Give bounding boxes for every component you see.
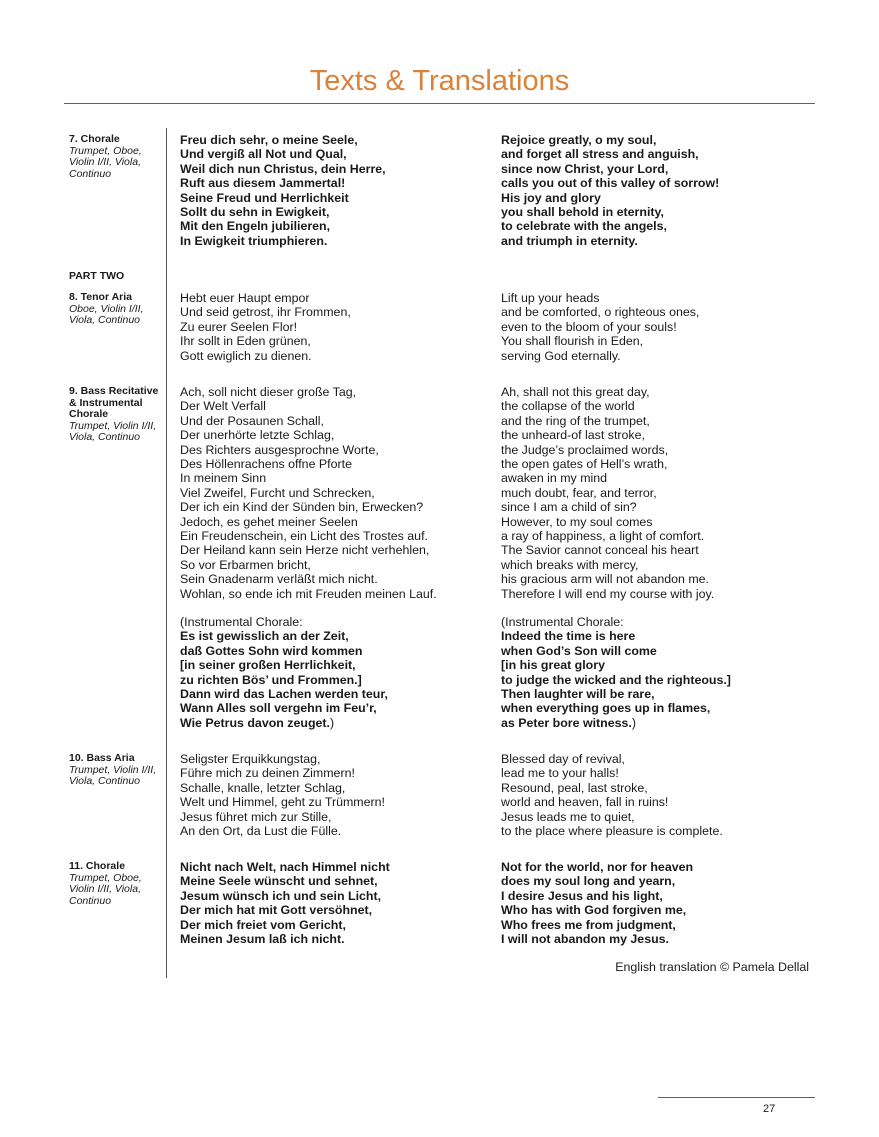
- title-divider: [64, 103, 815, 104]
- text-line: Jesus führet mich zur Stille,: [180, 809, 332, 824]
- text-line: Blessed day of revival,: [501, 752, 625, 766]
- text-line: In meinem Sinn: [180, 471, 267, 486]
- text-line: Sollt du sehn in Ewigkeit,: [180, 205, 330, 220]
- movement-instruments: Trumpet, Violin I/II, Viola, Continuo: [69, 419, 157, 443]
- text-line: Meine Seele wünscht und sehnet,: [180, 874, 378, 889]
- text-line: Jedoch, es gehet meiner Seelen: [180, 514, 358, 529]
- text-line: Gott ewiglich zu dienen.: [180, 348, 312, 363]
- text-line: his gracious arm will not abandon me.: [501, 572, 709, 587]
- text-line: and be comforted, o righteous ones,: [501, 305, 700, 320]
- movement-instruments: Oboe, Violin I/II, Viola, Continuo: [69, 302, 144, 326]
- text-line: His joy and glory: [501, 190, 601, 205]
- text-line: Jesus leads me to quiet,: [501, 809, 635, 824]
- text-line: even to the bloom of your souls!: [501, 319, 677, 334]
- text-line: zu richten Bös’ und Frommen.]: [180, 672, 362, 687]
- text-line: Jesum wünsch ich und sein Licht,: [180, 888, 382, 903]
- text-line: Der Heiland kann sein Herze nicht verhehlen,: [180, 543, 430, 558]
- text-line: Not for the world, nor for heaven: [501, 860, 694, 874]
- text-line: Wohlan, so ende ich mit Freuden meinen Lauf.: [180, 586, 437, 601]
- movement-number: 11. Chorale: [69, 860, 126, 872]
- text-line: Rejoice greatly, o my soul,: [501, 133, 657, 147]
- column-divider: [166, 128, 167, 978]
- movement-number: 7. Chorale: [69, 133, 120, 145]
- text-line: Ach, soll nicht dieser große Tag,: [180, 385, 357, 399]
- text-line: Und seid getrost, ihr Frommen,: [180, 305, 351, 320]
- english-text-9: [501, 385, 831, 601]
- text-line: Ruft aus diesem Jammertal!: [180, 176, 346, 191]
- section-label-11: [69, 861, 163, 907]
- text-line: Welt und Himmel, geht zu Trümmern!: [180, 795, 385, 810]
- text-line: Sein Gnadenarm verläßt mich nicht.: [180, 572, 378, 587]
- page-number: 27: [763, 1103, 776, 1115]
- footer-divider: [658, 1097, 815, 1098]
- translation-credit: English translation © Pamela Dellal: [615, 960, 809, 974]
- chorale-intro: (Instrumental Chorale:: [501, 615, 624, 629]
- text-line: Lift up your heads: [501, 291, 600, 305]
- text-line: and triumph in eternity.: [501, 233, 638, 248]
- movement-number: 9. Bass Recitative & Instrumental Chorale: [69, 385, 159, 420]
- text-line: Der Welt Verfall: [180, 399, 266, 414]
- german-text-8: [180, 291, 495, 363]
- movement-instruments: Trumpet, Oboe, Violin I/II, Viola, Continuo: [69, 144, 142, 180]
- movement-number: 10. Bass Aria: [69, 752, 135, 764]
- text-line: Der mich hat mit Gott versöhnet,: [180, 903, 373, 918]
- text-line: Viel Zweifel, Furcht und Schrecken,: [180, 485, 375, 500]
- text-line: when everything goes up in flames,: [501, 701, 711, 716]
- text-line: lead me to your halls!: [501, 766, 619, 781]
- text-line: [in seiner großen Herrlichkeit,: [180, 658, 356, 673]
- text-line: daß Gottes Sohn wird kommen: [180, 643, 363, 658]
- section-label-9: [69, 386, 163, 444]
- text-line: which breaks with mercy,: [501, 557, 639, 572]
- text-line: the Judge’s proclaimed words,: [501, 442, 669, 457]
- chorale-lines: [501, 629, 831, 730]
- text-line: Es ist gewisslich an der Zeit,: [180, 629, 349, 644]
- text-line: Indeed the time is here: [501, 629, 636, 644]
- text-line: and forget all stress and anguish,: [501, 147, 699, 162]
- text-line: Dann wird das Lachen werden teur,: [180, 687, 388, 702]
- text-line: Meinen Jesum laß ich nicht.: [180, 932, 345, 947]
- text-line: Der unerhörte letzte Schlag,: [180, 428, 335, 443]
- text-line: However, to my soul comes: [501, 514, 653, 529]
- text-line: Und der Posaunen Schall,: [180, 413, 324, 428]
- english-text-10: [501, 752, 831, 838]
- text-line: Who has with God forgiven me,: [501, 903, 687, 918]
- text-line: to judge the wicked and the righteous.]: [501, 672, 731, 687]
- text-line: Führe mich zu deinen Zimmern!: [180, 766, 355, 781]
- text-line: since I am a child of sin?: [501, 500, 637, 515]
- text-line: and the ring of the trumpet,: [501, 413, 650, 428]
- text-line: An den Ort, da Lust die Fülle.: [180, 824, 342, 839]
- text-line: the unheard-of last stroke,: [501, 428, 645, 443]
- text-line: I desire Jesus and his light,: [501, 888, 663, 903]
- text-line: Mit den Engeln jubilieren,: [180, 219, 331, 234]
- text-line: Des Richters ausgesprochne Worte,: [180, 442, 379, 457]
- text-line: awaken in my mind: [501, 471, 608, 486]
- chorale-lines: [180, 629, 495, 730]
- text-line: Seine Freud und Herrlichkeit: [180, 190, 349, 205]
- german-text-7: [180, 133, 495, 248]
- text-line: Who frees me from judgment,: [501, 917, 676, 932]
- text-line: Resound, peal, last stroke,: [501, 780, 648, 795]
- section-label-8: [69, 292, 163, 327]
- section-label-7: [69, 134, 163, 180]
- movement-instruments: Trumpet, Oboe, Violin I/II, Viola, Continuo: [69, 871, 142, 907]
- text-line: since now Christ, your Lord,: [501, 161, 669, 176]
- text-line: when God’s Son will come: [501, 643, 657, 658]
- part-heading: PART TWO: [69, 270, 125, 282]
- text-line: Der mich freiet vom Gericht,: [180, 917, 346, 932]
- text-line: Schalle, knalle, letzter Schlag,: [180, 780, 346, 795]
- text-line: Wie Petrus davon zeuget.: [180, 715, 330, 730]
- page-title: Texts & Translations: [309, 65, 570, 97]
- text-line: Freu dich sehr, o meine Seele,: [180, 133, 358, 147]
- text-line: Ihr sollt in Eden grünen,: [180, 334, 311, 349]
- text-line: calls you out of this valley of sorrow!: [501, 176, 720, 191]
- text-line: serving God eternally.: [501, 348, 621, 363]
- text-line: The Savior cannot conceal his heart: [501, 543, 699, 558]
- text-line: the collapse of the world: [501, 399, 635, 414]
- text-line: Ah, shall not this great day,: [501, 385, 650, 399]
- text-line: you shall behold in eternity,: [501, 205, 664, 220]
- text-line: Seligster Erquikkungstag,: [180, 752, 321, 766]
- text-line: as Peter bore witness.: [501, 715, 632, 730]
- text-line: to celebrate with the angels,: [501, 219, 667, 234]
- text-line: a ray of happiness, a light of comfort.: [501, 529, 705, 544]
- text-line: Nicht nach Welt, nach Himmel nicht: [180, 860, 390, 874]
- text-line: world and heaven, fall in ruins!: [501, 795, 669, 810]
- text-line: So vor Erbarmen bricht,: [180, 557, 311, 572]
- english-text-7: [501, 133, 831, 248]
- english-text-8: [501, 291, 831, 363]
- text-line: In Ewigkeit triumphieren.: [180, 233, 328, 248]
- english-chorale-9: [501, 615, 831, 730]
- german-text-10: [180, 752, 495, 838]
- german-text-9: [180, 385, 495, 601]
- closing-paren: ): [329, 715, 335, 730]
- text-line: to the place where pleasure is complete.: [501, 824, 723, 839]
- text-line: You shall flourish in Eden,: [501, 334, 644, 349]
- text-line: Therefore I will end my course with joy.: [501, 586, 715, 601]
- closing-paren: ): [631, 715, 636, 730]
- text-line: I will not abandon my Jesus.: [501, 932, 669, 947]
- german-chorale-9: [180, 615, 495, 730]
- text-line: much doubt, fear, and terror,: [501, 485, 657, 500]
- text-line: the open gates of Hell’s wrath,: [501, 457, 668, 472]
- text-line: Ein Freudenschein, ein Licht des Trostes auf.: [180, 529, 428, 544]
- text-line: Then laughter will be rare,: [501, 687, 655, 702]
- text-line: Der ich ein Kind der Sünden bin, Erwecken?: [180, 500, 424, 515]
- text-line: Hebt euer Haupt empor: [180, 291, 310, 305]
- text-line: Des Höllenrachens offne Pforte: [180, 457, 352, 472]
- text-line: [in his great glory: [501, 658, 605, 673]
- text-line: Zu eurer Seelen Flor!: [180, 319, 298, 334]
- chorale-intro: (Instrumental Chorale:: [180, 615, 303, 629]
- text-line: Weil dich nun Christus, dein Herre,: [180, 161, 386, 176]
- movement-instruments: Trumpet, Violin I/II, Viola, Continuo: [69, 763, 157, 787]
- movement-number: 8. Tenor Aria: [69, 291, 133, 303]
- text-line: Und vergiß all Not und Qual,: [180, 147, 347, 162]
- text-line: Wann Alles soll vergehn im Feu’r,: [180, 701, 377, 716]
- english-text-11: [501, 860, 831, 946]
- german-text-11: [180, 860, 495, 946]
- text-line: does my soul long and yearn,: [501, 874, 676, 889]
- section-label-10: [69, 753, 163, 788]
